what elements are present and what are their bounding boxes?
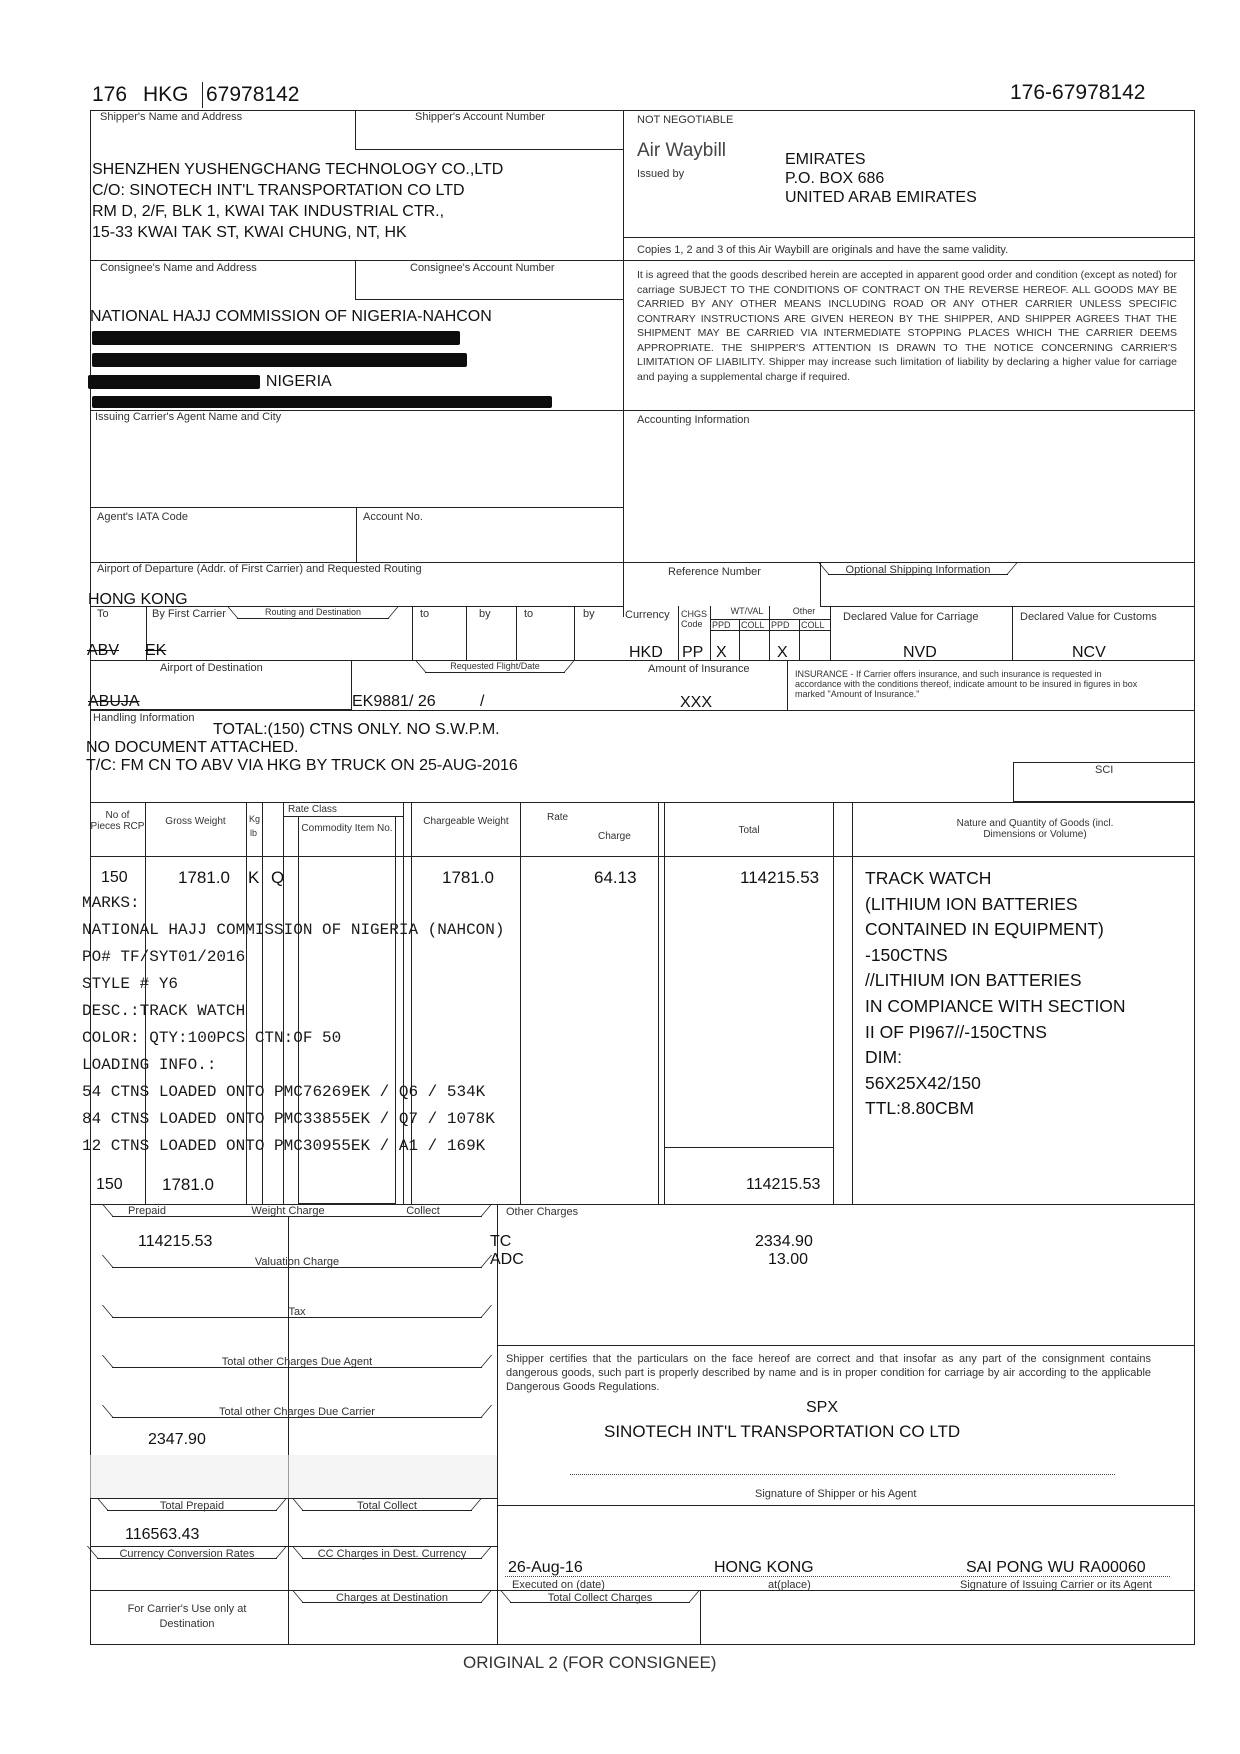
redacted-address-3: [88, 375, 260, 389]
shipper-account-label: Shipper's Account Number: [415, 111, 545, 123]
awb-serial: 67978142: [206, 83, 300, 106]
shipper-line-3: RM D, 2/F, BLK 1, KWAI TAK INDUSTRIAL CTR.,: [92, 203, 445, 220]
other-charges-label: Other Charges: [506, 1206, 579, 1218]
shipper-line-4: 15-33 KWAI TAK ST, KWAI CHUNG, NT, HK: [92, 224, 407, 241]
shipper-certification: Shipper certifies that the particulars on the face hereof are correct and that insofar as any part of the consignment contains dangerous goods, such part is properly described by name and is in proper condition for carriage by air according to the applicable Dangerous Goods Regulations.: [506, 1353, 1151, 1393]
other-charge-code-1: TC: [490, 1233, 512, 1250]
currency-split: [678, 606, 679, 661]
due-carrier-value: 2347.90: [148, 1431, 206, 1448]
reference-split: [820, 562, 821, 606]
cert-code: SPX: [806, 1399, 839, 1416]
to2-label: to: [420, 608, 430, 620]
route-split-3: [516, 606, 517, 660]
nature-line: //LITHIUM ION BATTERIES: [865, 970, 1082, 991]
cert-top: [497, 1345, 1195, 1346]
col-total: [852, 802, 853, 1204]
marks-line: NATIONAL HAJJ COMMISSION OF NIGERIA (NAHCON): [82, 921, 505, 939]
chgs-label: CHGS Code: [681, 609, 708, 629]
nature-line: II OF PI967//-150CTNS: [865, 1021, 1047, 1042]
issued-by-label: Issued by: [637, 168, 685, 180]
by2-label: by: [479, 608, 491, 620]
shipper-line-2: C/O: SINOTECH INT'L TRANSPORTATION CO LTD: [92, 182, 465, 199]
chargeable-weight-value: 1781.0: [442, 868, 494, 887]
reference-label: Reference Number: [668, 566, 761, 578]
gross-weight-value: 1781.0: [178, 868, 230, 887]
awb-full-number: 176-67978142: [1010, 81, 1146, 104]
route-split-4: [574, 606, 575, 660]
wt-ppd: PPD: [712, 620, 731, 630]
shipper-signature-line[interactable]: [570, 1474, 1115, 1475]
insurance-value: XXX: [680, 694, 713, 711]
marks-line: DESC.:TRACK WATCH: [82, 1002, 246, 1020]
chgs-subline-2: [710, 630, 830, 631]
carrier-value: EK: [145, 642, 167, 659]
issuer-line-2: P.O. BOX 686: [785, 170, 885, 187]
due-agent-label: Total other Charges Due Agent: [221, 1356, 373, 1368]
marks-block: [82, 890, 504, 1160]
cert-company: SINOTECH INT'L TRANSPORTATION CO LTD: [604, 1422, 961, 1441]
sci-label: SCI: [1095, 764, 1114, 776]
rate-value: 64.13: [594, 868, 637, 887]
air-waybill-title: Air Waybill: [637, 140, 727, 161]
carrier-use-label: For Carrier's Use only at Destination: [127, 1603, 247, 1630]
issuing-signature: SAI PONG WU RA00060: [966, 1559, 1146, 1576]
marks-line: STYLE # Y6: [82, 975, 179, 993]
routing-dest-label: Routing and Destination: [264, 607, 362, 617]
cargo-top: [90, 802, 1195, 803]
original-copy-label: ORIGINAL 2 (FOR CONSIGNEE): [463, 1653, 717, 1672]
exec-place: HONG KONG: [714, 1559, 814, 1576]
total-column: [664, 802, 834, 1204]
first-carrier-label: By First Carrier: [152, 608, 226, 620]
total-prepaid-label: Total Prepaid: [159, 1500, 225, 1512]
to3-label: to: [524, 608, 534, 620]
shipper-label: Shipper's Name and Address: [100, 111, 243, 123]
consignee-name: NATIONAL HAJJ COMMISSION OF NIGERIA-NAHCON: [90, 308, 492, 325]
consignee-divider: [90, 260, 1195, 261]
hdr-kg: Kg: [249, 814, 261, 824]
rate-class-value: Q: [271, 868, 285, 887]
issuer-line-1: EMIRATES: [785, 151, 866, 168]
other-ppd: PPD: [771, 620, 790, 630]
issuer-line-3: UNITED ARAB EMIRATES: [785, 189, 977, 206]
marks-line: 12 CTNS LOADED ONTO PMC30955EK / A1 / 169K: [82, 1137, 486, 1155]
dv-carriage-label: Declared Value for Carriage: [843, 611, 979, 623]
hdr-pieces: No of Pieces RCP: [90, 810, 145, 832]
cargo-header-bottom: [90, 856, 1195, 857]
conversion-label: Currency Conversion Rates: [119, 1548, 255, 1560]
tax-label: Tax: [288, 1306, 306, 1318]
other-charge-amount-2: 13.00: [768, 1251, 809, 1268]
total-value: 114215.53: [740, 868, 820, 887]
nature-line: DIM:: [865, 1047, 902, 1068]
nature-line: TRACK WATCH: [865, 868, 992, 888]
marks-line: COLOR: QTY:100PCS CTN:OF 50: [82, 1029, 342, 1047]
optional-bottom: [820, 606, 1195, 607]
other-label: Other: [792, 606, 816, 616]
hdr-lb: lb: [250, 828, 258, 838]
not-negotiable: NOT NEGOTIABLE: [637, 114, 734, 126]
nature-line: -150CTNS: [865, 944, 948, 965]
marks-line: MARKS:: [82, 894, 140, 912]
nature-line: TTL:8.80CBM: [865, 1098, 974, 1119]
accounting-label: Accounting Information: [637, 414, 750, 426]
currency-label: Currency: [625, 609, 670, 621]
agent-label: Issuing Carrier's Agent Name and City: [95, 411, 282, 423]
nature-line: (LITHIUM ION BATTERIES: [865, 893, 1078, 914]
sum-pieces: 150: [96, 1176, 123, 1193]
exec-top: [497, 1505, 1195, 1506]
pieces-value: 150: [101, 869, 128, 886]
optional-label: Optional Shipping Information: [845, 564, 991, 576]
agent-iata-label: Agent's IATA Code: [97, 511, 188, 523]
handling-divider: [90, 710, 1195, 711]
flight-label: Requested Flight/Date: [450, 661, 540, 671]
weight-charge-label: Weight Charge: [251, 1205, 325, 1217]
consignee-account-label: Consignee's Account Number: [410, 262, 555, 274]
nature-line: CONTAINED IN EQUIPMENT): [865, 919, 1104, 940]
collect-label: Collect: [406, 1205, 440, 1217]
chgs-split: [710, 606, 711, 661]
dest-charges-label: Charges at Destination: [336, 1592, 448, 1604]
handling-line-2: NO DOCUMENT ATTACHED.: [86, 739, 299, 756]
currency-value: HKD: [629, 644, 663, 661]
charges-split: [288, 1216, 289, 1645]
wt-prepaid-mark: X: [716, 644, 727, 661]
charges-center: [497, 1204, 498, 1645]
exec-date-label: Executed on (date): [512, 1579, 605, 1591]
insurance-label: Amount of Insurance: [648, 663, 750, 675]
prepaid-label: Prepaid: [128, 1205, 166, 1217]
hdr-total: Total: [738, 825, 760, 836]
exec-date: 26-Aug-16: [508, 1559, 583, 1576]
header-divider: [202, 82, 203, 108]
flight-separator: /: [480, 693, 485, 710]
dv-customs-label: Declared Value for Customs: [1020, 611, 1157, 623]
sum-total: 114215.53: [746, 1176, 821, 1193]
total-sum-line: [664, 1147, 834, 1148]
nature-line: 56X25X42/150: [865, 1072, 981, 1093]
insurance-split: [787, 660, 788, 710]
hdr-commodity: Commodity Item No.: [301, 823, 393, 834]
center-divider-top: [623, 110, 624, 562]
dest-label: Airport of Destination: [160, 662, 263, 674]
departure-airport: HONG KONG: [88, 591, 188, 608]
chgs-code-value: PP: [682, 644, 704, 661]
collect-charges-split: [700, 1590, 701, 1645]
hdr-chargeable: Chargeable Weight: [423, 816, 509, 827]
col-rate: [658, 802, 659, 1204]
total-prepaid-value: 116563.43: [125, 1526, 200, 1543]
marks-line: PO# TF/SYT01/2016: [82, 948, 246, 966]
redacted-address-2: [92, 353, 467, 367]
due-carrier-label: Total other Charges Due Carrier: [219, 1406, 375, 1418]
faded-overlay: [90, 1455, 497, 1499]
other-coll: COLL: [801, 620, 825, 630]
wt-coll: COLL: [741, 620, 765, 630]
hdr-rate: Rate: [547, 812, 569, 823]
handling-label: Handling Information: [93, 712, 195, 724]
handling-line-3: T/C: FM CN TO ABV VIA HKG BY TRUCK ON 25-AUG-2016: [86, 757, 518, 774]
insurance-note: INSURANCE - If Carrier offers insurance, and such insurance is requested in accordance with the conditions thereof, indicate amount to be insured in figures in box marked "Amount of Insurance.": [795, 669, 1138, 699]
wtval-label: WT/VAL: [730, 606, 764, 616]
valuation-label: Valuation Charge: [254, 1256, 340, 1268]
weight-unit: K: [248, 868, 260, 887]
awb-airport: HKG: [143, 83, 189, 106]
redacted-address-1: [92, 331, 460, 345]
handling-line-1: TOTAL:(150) CTNS ONLY. NO S.W.P.M.: [213, 721, 500, 738]
exec-signature-line[interactable]: [505, 1576, 1170, 1577]
dv-customs-value: NCV: [1072, 644, 1106, 661]
shipper-signature-label: Signature of Shipper or his Agent: [755, 1488, 917, 1500]
other-charge-amount-1: 2334.90: [755, 1233, 813, 1250]
dv-split: [1012, 606, 1013, 661]
by3-label: by: [583, 608, 595, 620]
cc-label: CC Charges in Dest. Currency: [317, 1548, 467, 1560]
chgs-col-1: [739, 619, 740, 661]
total-collect-charges-label: Total Collect Charges: [547, 1592, 653, 1604]
to-label: To: [97, 608, 109, 620]
flight-value: EK9881/ 26: [352, 693, 436, 710]
conditions-of-contract: It is agreed that the goods described herein are accepted in apparent good order and condition (except as noted) for carriage SUBJECT TO THE CONDITIONS OF CONTRACT ON THE REVERSE HEREOF. ALL GOODS MAY BE CARRIED BY ANY OTHER MEANS INCLUDING ROAD OR ANY OTHER CARRIER UNLESS SPECIFIC CONTRARY INSTRUCTIONS ARE GIVEN HEREON BY THE SHIPPER, AND SHIPPER AGREES THAT THE SHIPMENT MAY BE CARRIED VIA INTERMEDIATE STOPPING PLACES WHICH THE CARRIER DEEMS APPROPRIATE. THE SHIPPER'S ATTENTION IS DRAWN TO THE NOTICE CONCERNING CARRIER'S LIMITATION OF LIABILITY. Shipper may increase such limitation of liability by declaring a higher value for carriage and paying a supplemental charge if required.: [637, 269, 1177, 383]
iata-split: [356, 507, 357, 562]
total-collect-label: Total Collect: [357, 1500, 417, 1512]
routing-center: [623, 562, 624, 617]
hdr-gross: Gross Weight: [165, 816, 226, 827]
nature-of-goods: [865, 866, 1126, 1122]
hdr-nature: Nature and Quantity of Goods (incl. Dimensions or Volume): [956, 818, 1114, 840]
dv-carriage-value: NVD: [903, 644, 937, 661]
weight-charge-prepaid: 114215.53: [138, 1233, 213, 1250]
marks-line: LOADING INFO.:: [82, 1056, 217, 1074]
copies-divider: [623, 237, 1195, 238]
route-split-1: [412, 606, 413, 660]
account-no-label: Account No.: [363, 511, 423, 523]
departure-label: Airport of Departure (Addr. of First Carrier) and Requested Routing: [97, 563, 422, 575]
hdr-rate-class: Rate Class: [288, 804, 337, 815]
to-value: ABV: [87, 642, 120, 659]
chgs-col-4: [830, 606, 831, 661]
consignee-country: , NIGERIA: [257, 373, 332, 390]
copies-note: Copies 1, 2 and 3 of this Air Waybill are originals and have the same validity.: [637, 244, 1009, 256]
awb-prefix: 176: [92, 83, 128, 106]
shipper-line-1: SHENZHEN YUSHENGCHANG TECHNOLOGY CO.,LTD: [92, 161, 504, 178]
nature-line: IN COMPIANCE WITH SECTION: [865, 995, 1126, 1016]
other-prepaid-mark: X: [777, 644, 788, 661]
route-split-2: [466, 606, 467, 660]
exec-place-label: at(place): [768, 1579, 811, 1591]
redacted-address-4: [92, 396, 552, 408]
other-charge-code-2: ADC: [490, 1251, 524, 1268]
marks-line: 54 CTNS LOADED ONTO PMC76269EK / Q6 / 534K: [82, 1083, 486, 1101]
consignee-label: Consignee's Name and Address: [100, 262, 257, 274]
marks-line: 84 CTNS LOADED ONTO PMC33855EK / Q7 / 1078K: [82, 1110, 495, 1128]
hdr-charge: Charge: [598, 831, 631, 842]
issuing-signature-label: Signature of Issuing Carrier or its Agent: [960, 1579, 1152, 1591]
chgs-col-3: [799, 619, 800, 661]
chgs-col-2: [769, 606, 770, 661]
dest-value: ABUJA: [88, 693, 140, 710]
sum-weight: 1781.0: [162, 1175, 214, 1194]
